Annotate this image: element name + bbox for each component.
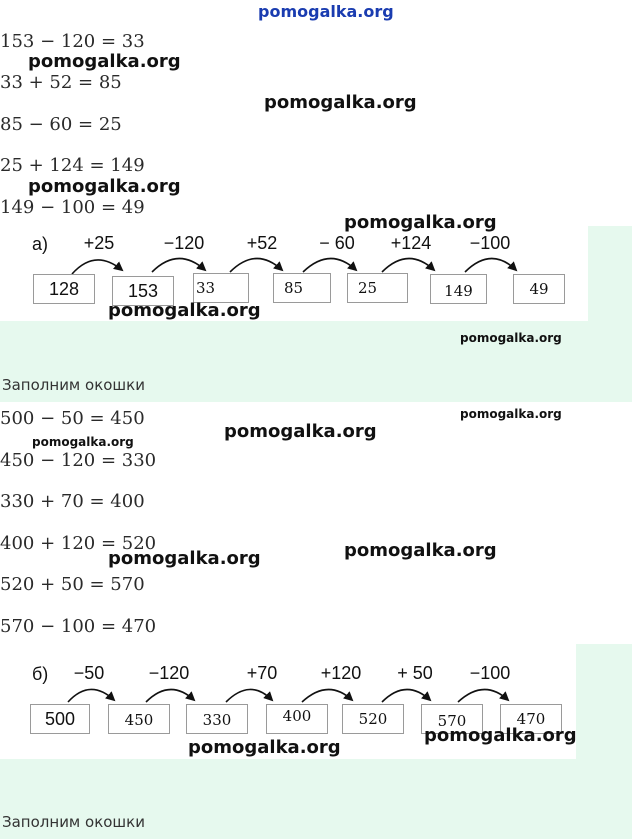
chain-a-arrow-6 xyxy=(465,258,516,272)
chain-b-box-5: 570 xyxy=(421,704,483,734)
chain-b-arrow-4 xyxy=(302,689,352,702)
chain-b-op-2: −120 xyxy=(148,663,190,683)
watermark-8: pomogalka.org xyxy=(224,421,377,442)
chain-panel-a xyxy=(0,226,588,321)
chain-a-op-4: − 60 xyxy=(319,233,355,253)
watermark-2: pomogalka.org xyxy=(264,92,417,113)
watermark-5: pomogalka.org xyxy=(108,300,261,321)
equation-b-3: 330 + 70 = 400 xyxy=(0,491,145,512)
chain-b-box-2: 330 xyxy=(186,704,248,734)
caption-a: Заполним окошки xyxy=(2,376,145,394)
watermark-4: pomogalka.org xyxy=(344,212,497,233)
equation-b-4: 400 + 120 = 520 xyxy=(0,533,157,554)
chain-b-arrow-3 xyxy=(226,689,272,702)
chain-b-box-3: 400 xyxy=(266,704,328,734)
chain-a-arrow-2 xyxy=(152,258,205,272)
chain-b-box-4: 520 xyxy=(342,704,404,734)
chain-b-arrow-2 xyxy=(146,689,194,702)
chain-label-a: а) xyxy=(32,234,49,254)
chain-b-op-6: −100 xyxy=(469,663,511,683)
equation-a-4: 25 + 124 = 149 xyxy=(0,155,145,176)
equation-a-2: 33 + 52 = 85 xyxy=(0,72,122,93)
chain-b-op-1: −50 xyxy=(73,663,105,683)
chain-a-op-1: +25 xyxy=(83,233,115,253)
watermark-1: pomogalka.org xyxy=(28,51,181,72)
equation-a-5: 149 − 100 = 49 xyxy=(0,197,145,218)
watermark-13: pomogalka.org xyxy=(188,737,341,758)
chain-a-op-2: −120 xyxy=(163,233,205,253)
chain-b-box-1: 450 xyxy=(108,704,170,734)
equation-b-5: 520 + 50 = 570 xyxy=(0,574,145,595)
watermark-6: pomogalka.org xyxy=(460,331,562,345)
chain-a-arrow-1 xyxy=(72,260,122,274)
chain-a-box-5: 149 xyxy=(430,274,487,304)
chain-b-start-box: 500 xyxy=(30,704,90,734)
chain-a-op-3: +52 xyxy=(246,233,278,253)
chain-b-arrow-1 xyxy=(68,689,114,702)
watermark-7: pomogalka.org xyxy=(460,407,562,421)
chain-a-box-3: 85 xyxy=(273,273,331,303)
chain-a-box-2: 33 xyxy=(193,273,249,303)
equation-a-3: 85 − 60 = 25 xyxy=(0,114,122,135)
chain-a-box-1: 153 xyxy=(112,276,174,306)
watermark-12: pomogalka.org xyxy=(424,725,577,746)
chain-a-box-4: 25 xyxy=(347,273,408,303)
watermark-9: pomogalka.org xyxy=(32,435,134,449)
chain-a-op-5: +124 xyxy=(390,233,432,253)
watermark-top: pomogalka.org xyxy=(258,2,394,21)
watermark-10: pomogalka.org xyxy=(344,540,497,561)
chain-a-op-6: −100 xyxy=(469,233,511,253)
chain-b-box-6: 470 xyxy=(500,704,562,734)
equation-a-1: 153 − 120 = 33 xyxy=(0,31,145,52)
watermark-3: pomogalka.org xyxy=(28,176,181,197)
chain-a-arrow-5 xyxy=(382,258,434,272)
equation-b-2: 450 − 120 = 330 xyxy=(0,450,157,471)
chain-b-op-4: +120 xyxy=(320,663,362,683)
equation-b-1: 500 − 50 = 450 xyxy=(0,408,145,429)
chain-a-arrow-4 xyxy=(303,258,356,272)
chain-label-b: б) xyxy=(32,664,49,684)
chain-b-op-3: +70 xyxy=(246,663,278,683)
chain-b-arrow-5 xyxy=(382,689,430,702)
chain-a-box-6: 49 xyxy=(513,274,565,304)
chain-a-arrow-3 xyxy=(230,258,282,272)
watermark-11: pomogalka.org xyxy=(108,548,261,569)
chain-b-op-5: + 50 xyxy=(397,663,433,683)
caption-b: Заполним окошки xyxy=(2,813,145,831)
chain-b-arrow-6 xyxy=(458,689,508,702)
chain-a-start-box: 128 xyxy=(33,274,95,304)
equation-b-6: 570 − 100 = 470 xyxy=(0,616,157,637)
